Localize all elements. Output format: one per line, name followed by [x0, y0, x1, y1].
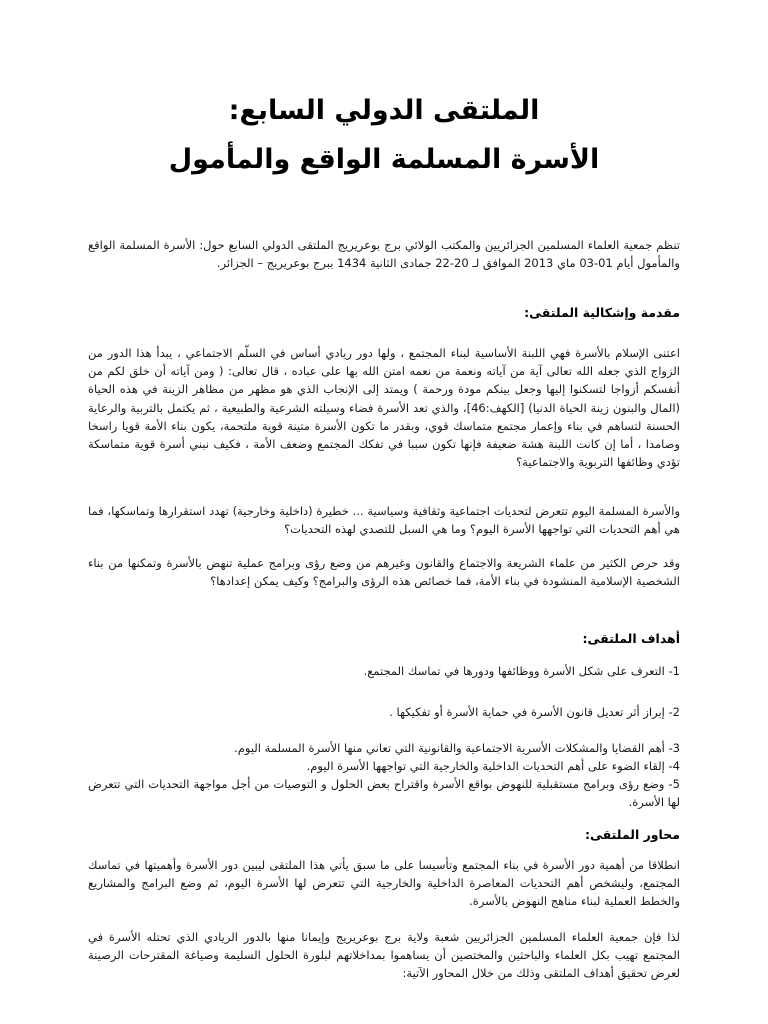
axes-paragraph: انطلاقا من أهمية دور الأسرة في بناء المجتمع وتأسيسا على ما سبق يأتي هذا الملتقى ليبين دور الأسرة وأهميتها في تماسك المجتمع، وليشخص أهم التحديات المعاصرة الداخلية والخارجية التي تتعرض لها الأسرة اليوم، ثم وضع البرامج والمشاريع والخطط العملية لبناء مناهج النهوض بالأسرة.: [88, 858, 680, 909]
axes-heading: محاور الملتقى:: [585, 827, 680, 842]
intro-paragraph: تنظم جمعية العلماء المسلمين الجزائريين والمكتب الولائي برج بوعريريج الملتقى الدولي السابع حول: الأسرة المسلمة الواقع والمأمول أيام 01-03 ماي 2013 الموافق لـ 20-22 جمادى الثانية 1434 ببرج بوعريريج – الجزائر.: [88, 238, 680, 271]
goal-item-5: 5- وضع رؤى وبرامج مستقبلية للنهوض بواقع الأسرة واقتراح بعض الحلول و التوصيات من أجل مواجهة التحديات التي تتعرض لها الأسرة.: [88, 777, 680, 810]
document-title-line1: الملتقى الدولي السابع:: [228, 95, 540, 126]
goal-item-2: 2- إبراز أثر تعديل قانون الأسرة في حماية الأسرة أو تفكيكها .: [389, 705, 680, 719]
goals-heading: أهداف الملتقى:: [582, 631, 680, 646]
goal-item-4: 4- إلقاء الضوء على أهم التحديات الداخلية والخارجية التي تواجهها الأسرة اليوم.: [306, 759, 680, 773]
association-paragraph: لذا فإن جمعية العلماء المسلمين الجزائريين شعبة ولاية برج بوعريريج وإيمانا منها بالدور الريادي الذي تحتله الأسرة في المجتمع تهيب بكل العلماء والباحثين والمختصين أن يساهموا بمداخلاتهم لبلورة الحلول السليمة وصياغة المقترحات الرصينة لعرض تحقيق أهداف الملتقى وذلك من خلال المحاور الآتية:: [88, 930, 680, 981]
goal-item-1: 1- التعرف على شكل الأسرة ووظائفها ودورها في تماسك المجتمع.: [363, 664, 680, 678]
document-title-line2: الأسرة المسلمة الواقع والمأمول: [168, 144, 600, 175]
goal-item-3: 3- أهم القضايا والمشكلات الأسرية الاجتماعية والقانونية التي تعاني منها الأسرة المسلمة اليوم.: [234, 741, 680, 755]
scholars-paragraph: وقد حرص الكثير من علماء الشريعة والاجتماع والقانون وغيرهم من وضع رؤى وبرامج عملية تنهض بالأسرة وتمكنها من بناء الشخصية الإسلامية المنشودة في بناء الأمة، فما خصائص هذه الرؤى والبرامج؟ وكيف يمكن إعدادها؟: [88, 556, 680, 589]
intro-problem-paragraph: اعتنى الإسلام بالأسرة فهي اللبنة الأساسية لبناء المجتمع ، ولها دور ريادي أساس في السلّم الاجتماعي ، يبدأ هذا الدور من الزواج الذي جعله الله تعالى آية من آياته ونعمة من نعمه امتن الله بها على عباده ، قال تعالى: ( ومن آياته أن خلق لكم من أنفسكم أزواجا لتسكنوا إليها وجعل بينكم مودة ورحمة ) ويمتد إلى الإنجاب الذي هو مظهر من مظاهر الزينة في هذه الحياة (المال والبنون زينة الحياة الدنيا) [الكهف:46]، والذي تعد الأسرة فضاء وسيلته الشرعية والطبيعية ، ثم يكتمل بالتربية والرعاية الحسنة لتساهم في بناء وإعمار مجتمع متماسك قوي، وبقدر ما تكون الأسرة متينة قوية ملتحمة، يكون بناء الأمة قويا راسخا وصامدا ، أما إن كانت اللبنة هشة ضعيفة فإنها تكون سببا في تفكك المجتمع وضعف الأمة ، فكيف نبني أسرة قوية متماسكة تؤدي وظائفها التربوية والاجتماعية؟: [88, 346, 680, 470]
intro-heading: مقدمة وإشكالية الملتقى:: [524, 305, 680, 320]
challenges-paragraph: والأسرة المسلمة اليوم تتعرض لتحديات اجتماعية وثقافية وسياسية ... خطيرة (داخلية وخارجية) تهدد استقرارها وتماسكها، فما هي أهم التحديات التي تواجهها الأسرة اليوم؟ وما هي السبل للتصدي لهذه التحديات؟: [88, 504, 680, 537]
